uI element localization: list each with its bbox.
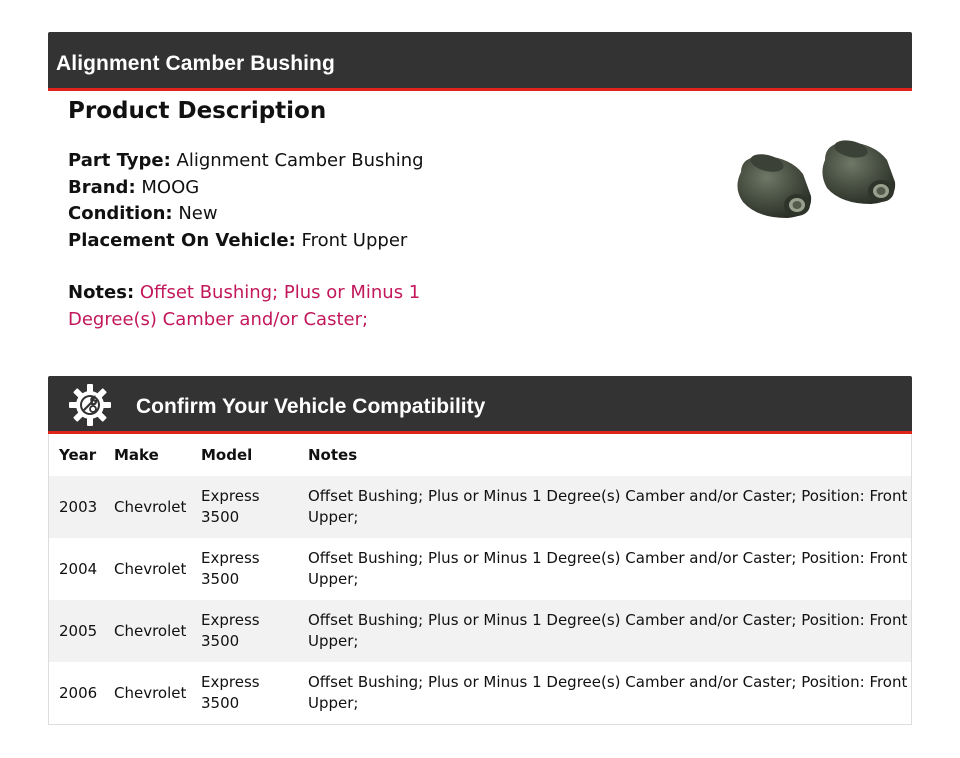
spec-list (68, 148, 688, 254)
description-heading: Product Description (68, 98, 327, 124)
cell-notes: Offset Bushing; Plus or Minus 1 Degree(s) Camber and/or Caster; Position: Front Upper; (308, 487, 908, 526)
spec-part-type (68, 148, 688, 175)
cell-notes: Offset Bushing; Plus or Minus 1 Degree(s) Camber and/or Caster; Position: Front Upper; (308, 673, 908, 712)
spec-value: Front Upper (301, 229, 408, 251)
spec-label: Placement On Vehicle: (68, 229, 296, 251)
compatibility-header-bar (48, 376, 912, 434)
column-header-notes: Notes (308, 446, 358, 464)
product-title: Alignment Camber Bushing (56, 52, 335, 75)
notes-label: Notes: (68, 282, 135, 303)
cell-notes: Offset Bushing; Plus or Minus 1 Degree(s) Camber and/or Caster; Position: Front Upper; (308, 611, 908, 650)
product-image (725, 130, 905, 230)
cell-year: 2005 (59, 621, 98, 640)
spec-value: New (178, 203, 218, 224)
cell-year: 2006 (59, 683, 98, 702)
column-header-model: Model (201, 446, 253, 464)
spec-condition (68, 201, 688, 228)
column-header-year: Year (59, 446, 97, 464)
table-row (49, 662, 911, 724)
spec-label: Part Type: (68, 150, 171, 171)
cell-notes: Offset Bushing; Plus or Minus 1 Degree(s) Camber and/or Caster; Position: Front Upper; (308, 549, 908, 588)
table-row (49, 600, 911, 662)
table-row (49, 538, 911, 600)
product-description (68, 96, 688, 333)
notes-value: Offset Bushing; Plus or Minus 1 Degree(s) Camber and/or Caster; (68, 282, 421, 330)
product-notes (68, 280, 428, 333)
spec-placement (68, 228, 688, 255)
column-header-make: Make (114, 446, 159, 464)
product-title-bar (48, 32, 912, 91)
table-header-row (49, 434, 911, 476)
cell-model: Express 3500 (201, 487, 260, 526)
cell-model: Express 3500 (201, 549, 260, 588)
gear-wrench-icon (68, 383, 112, 427)
cell-make: Chevrolet (114, 559, 187, 578)
table-row (49, 476, 911, 538)
bushing-right (822, 138, 895, 204)
cell-year: 2003 (59, 497, 98, 516)
compatibility-title: Confirm Your Vehicle Compatibility (136, 395, 486, 418)
spec-label: Condition: (68, 203, 173, 224)
spec-brand (68, 175, 688, 202)
cell-model: Express 3500 (201, 611, 260, 650)
compatibility-table (48, 434, 912, 725)
spec-value: MOOG (141, 176, 200, 198)
cell-make: Chevrolet (114, 621, 187, 640)
cell-make: Chevrolet (114, 683, 187, 702)
cell-year: 2004 (59, 559, 98, 578)
cell-model: Express 3500 (201, 673, 260, 712)
bushing-left (737, 151, 811, 218)
spec-value: Alignment Camber Bushing (176, 150, 424, 171)
spec-label: Brand: (68, 176, 136, 198)
cell-make: Chevrolet (114, 497, 187, 516)
